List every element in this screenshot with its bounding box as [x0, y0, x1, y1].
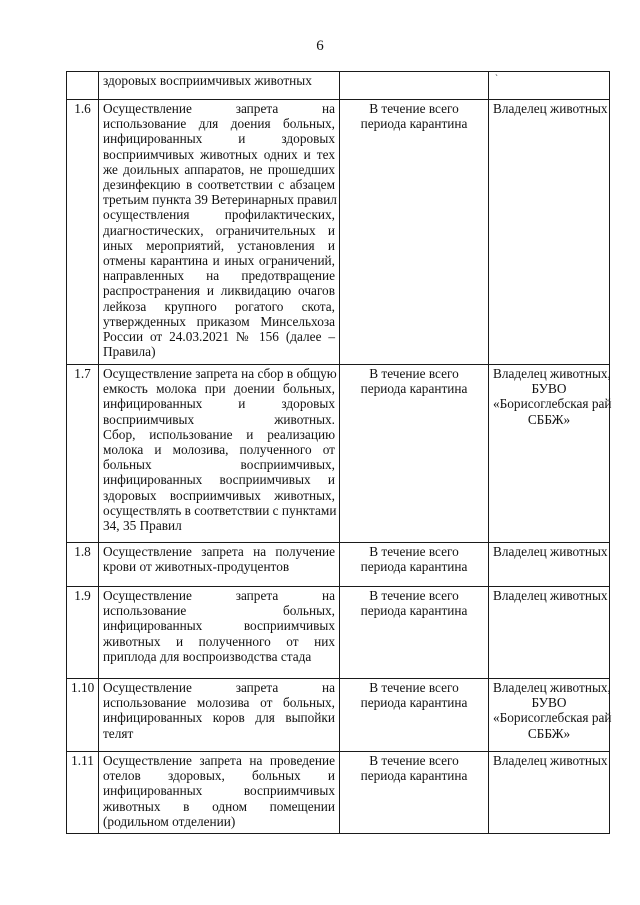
measure-term-line: В течение всего: [369, 101, 459, 116]
responsible-party-line: Владелец животных: [493, 544, 608, 559]
measure-description-line: инфицированных восприимчивых и: [103, 472, 335, 488]
measure-description-line: осуществления профилактических,: [103, 207, 335, 223]
measure-description-line: иных мероприятий, установления и: [103, 237, 335, 253]
measure-description-line: крови от животных-продуцентов: [103, 559, 290, 575]
measure-description-line: же доильных аппаратов, не прошедших: [103, 161, 335, 177]
measure-description-line: молока и молозива, полученного от: [103, 442, 335, 458]
measure-term-line: периода карантина: [360, 768, 468, 784]
measure-description-line: здоровых восприимчивых животных,: [103, 487, 335, 503]
measure-description-line: здоровых восприимчивых животных: [103, 73, 312, 88]
table-row: [67, 752, 610, 834]
measure-description-line: инфицированных коров для выпойки: [103, 710, 335, 726]
measure-term-line: В течение всего: [369, 588, 459, 603]
measure-description-line: (родильном отделении): [103, 813, 236, 829]
measure-description: [99, 752, 340, 834]
page-number: 6: [316, 38, 324, 54]
row-number: 1.11: [67, 752, 99, 834]
measures-table: [66, 71, 610, 834]
measure-description-line: Сбор, использование и реализацию: [103, 426, 335, 442]
measure-term-line: периода карантина: [360, 559, 468, 575]
measure-term-line: периода карантина: [360, 603, 468, 619]
measure-description-line: утвержденных приказом Минсельхоза: [103, 313, 335, 329]
measure-term: [340, 72, 489, 100]
measure-description-line: диагностических, ограничительных и: [103, 222, 335, 238]
responsible-party-line: Владелец животных: [493, 588, 608, 603]
responsible-party-line: Владелец животных,: [493, 366, 611, 381]
measure-description-line: осуществлять в соответствии с пунктами: [103, 502, 337, 518]
measure-description-line: 34, 35 Правил: [103, 518, 182, 534]
table-row: [67, 587, 610, 679]
measure-description: [99, 543, 340, 587]
measure-description-line: телят: [103, 725, 134, 741]
measure-term: [340, 543, 489, 587]
measure-description-line: инфицированных и здоровых: [103, 396, 335, 412]
measure-description-line: Осуществление запрета на сбор в общую: [103, 366, 337, 381]
measure-description-line: инфицированных и здоровых: [103, 131, 335, 147]
measure-term-line: В течение всего: [369, 366, 459, 381]
table-row: [67, 100, 610, 365]
measure-description-line: восприимчивых животных.: [103, 411, 335, 427]
measure-term-line: В течение всего: [369, 753, 459, 768]
responsible-party-line: «Борисоглебская рай: [493, 396, 612, 412]
responsible-party: [489, 543, 610, 587]
row-number: 1.6: [67, 100, 99, 365]
measure-description: [99, 365, 340, 543]
measure-term-line: периода карантина: [360, 381, 468, 397]
row-number: 1.7: [67, 365, 99, 543]
measure-description-line: животных в одном помещении: [103, 798, 335, 814]
measure-description-line: Осуществление запрета на: [103, 588, 335, 603]
measure-description-line: приплода для воспроизводства стада: [103, 648, 312, 664]
responsible-party: [489, 679, 610, 752]
responsible-party-line: БУВО: [531, 381, 567, 397]
measure-term: [340, 100, 489, 365]
responsible-party-line: Владелец животных: [493, 753, 608, 768]
stray-mark: `: [495, 73, 498, 83]
table-row: [67, 72, 610, 100]
measure-description-line: восприимчивых животных одних и тех: [103, 146, 335, 162]
measure-description-line: емкость молока при доении больных,: [103, 381, 335, 397]
measure-description-line: Осуществление запрета на проведение: [103, 753, 335, 768]
measure-description-line: использование больных,: [103, 603, 335, 619]
row-number: [67, 72, 99, 100]
measure-description-line: животных и полученного от них: [103, 633, 335, 649]
measure-description-line: инфицированных восприимчивых: [103, 618, 335, 634]
responsible-party-line: «Борисоглебская рай: [493, 710, 612, 726]
measure-term-line: периода карантина: [360, 695, 468, 711]
measure-description: [99, 100, 340, 365]
measure-description: [99, 72, 340, 100]
responsible-party-line: СББЖ»: [527, 725, 571, 741]
responsible-party: [489, 72, 610, 100]
responsible-party: [489, 100, 610, 365]
table-row: [67, 679, 610, 752]
responsible-party-line: БУВО: [531, 695, 567, 711]
measure-description-line: направленных на предотвращение: [103, 268, 335, 284]
measure-description-line: лейкоза крупного рогатого скота,: [103, 298, 335, 314]
responsible-party-line: Владелец животных,: [493, 680, 611, 695]
responsible-party: [489, 587, 610, 679]
measure-description-line: третьим пункта 39 Ветеринарных правил: [103, 192, 337, 208]
measure-term-line: В течение всего: [369, 544, 459, 559]
measure-term-line: В течение всего: [369, 680, 459, 695]
measure-description-line: Осуществление запрета на: [103, 680, 335, 695]
measure-description: [99, 587, 340, 679]
row-number: 1.10: [67, 679, 99, 752]
responsible-party: [489, 365, 610, 543]
measure-description-line: Осуществление запрета на получение: [103, 544, 335, 559]
measures-table-body: [67, 72, 610, 834]
row-number: 1.9: [67, 587, 99, 679]
row-number: 1.8: [67, 543, 99, 587]
measure-term: [340, 679, 489, 752]
responsible-party-line: СББЖ»: [527, 411, 571, 427]
measure-description-line: использование для доения больных,: [103, 116, 335, 132]
measure-description-line: Осуществление запрета на: [103, 101, 335, 116]
table-row: [67, 543, 610, 587]
measure-description-line: Правила): [103, 344, 156, 360]
measure-description-line: распространения и ликвидацию очагов: [103, 283, 335, 299]
measure-description-line: России от 24.03.2021 № 156 (далее –: [103, 329, 335, 345]
measure-description-line: дезинфекцию в соответствии с абзацем: [103, 177, 335, 193]
measure-description-line: отмены карантина и иных ограничений,: [103, 253, 335, 269]
measure-term-line: периода карантина: [360, 116, 468, 132]
measure-description-line: отелов здоровых, больных и: [103, 768, 335, 784]
measure-description-line: инфицированных восприимчивых: [103, 783, 335, 799]
measure-term: [340, 365, 489, 543]
table-row: [67, 365, 610, 543]
measure-description-line: больных восприимчивых,: [103, 457, 335, 473]
measure-term: [340, 587, 489, 679]
responsible-party: [489, 752, 610, 834]
measure-description: [99, 679, 340, 752]
measure-term: [340, 752, 489, 834]
measure-description-line: использование молозива от больных,: [103, 695, 335, 711]
responsible-party-line: Владелец животных: [493, 101, 608, 116]
